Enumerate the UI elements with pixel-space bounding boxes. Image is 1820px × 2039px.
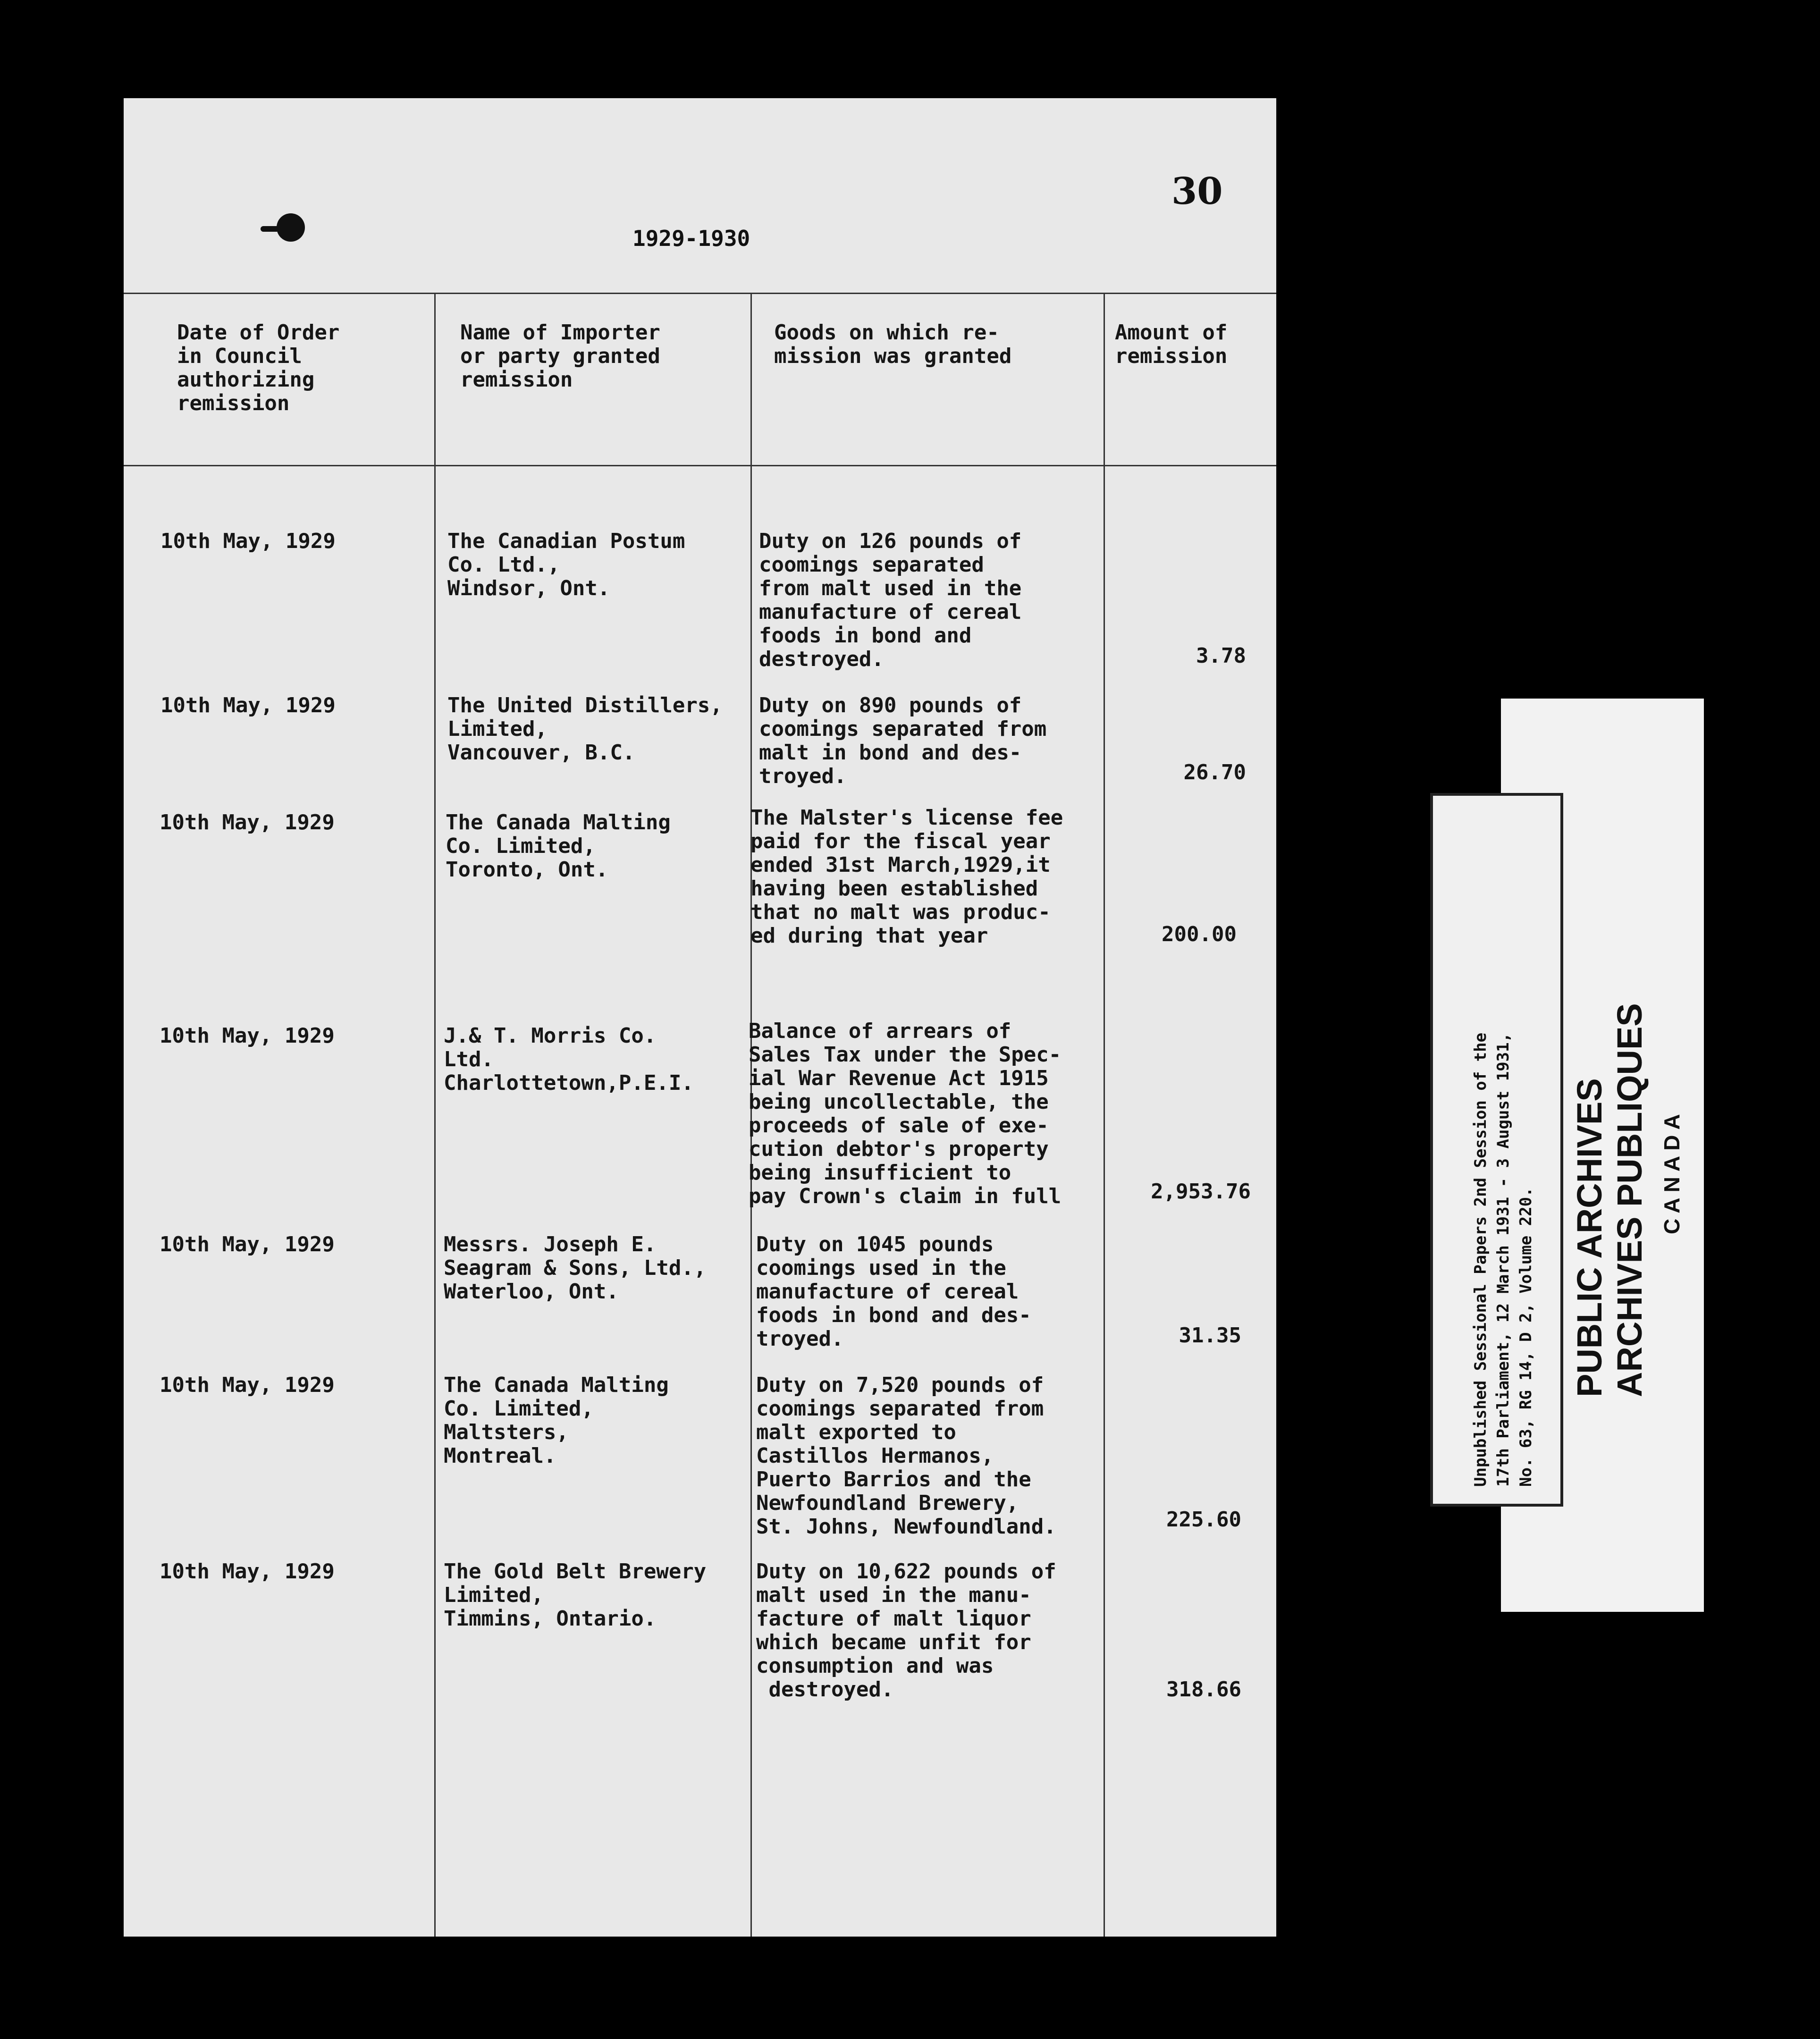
archive-label-line-2: 17th Parliament, 12 March 1931 - 3 August 1931,	[1494, 1032, 1513, 1487]
header-date: Date of Order in Council authorizing remission	[177, 320, 340, 415]
archive-stamp-public: PUBLIC ARCHIVES	[1570, 1078, 1609, 1397]
row-5-name: Messrs. Joseph E. Seagram & Sons, Ltd., Waterloo, Ont.	[444, 1232, 707, 1304]
row-3-name: The Canada Malting Co. Limited, Toronto, Ont.	[446, 810, 671, 882]
row-5-amount: 31.35	[1179, 1323, 1241, 1348]
column-divider-3	[1104, 293, 1105, 1937]
row-3-date: 10th May, 1929	[160, 810, 335, 834]
row-7-date: 10th May, 1929	[160, 1559, 335, 1584]
row-7-name: The Gold Belt Brewery Limited, Timmins, Ontario.	[444, 1559, 707, 1631]
row-4-date: 10th May, 1929	[160, 1024, 335, 1048]
punch-hole	[277, 213, 305, 242]
row-4-name: J.& T. Morris Co. Ltd. Charlottetown,P.E.I.	[444, 1024, 694, 1095]
row-3-goods: The Malster's license fee paid for the fiscal year ended 31st March,1929,it having been established that no malt was produc- ed during that year	[750, 806, 1063, 948]
row-7-amount: 318.66	[1166, 1677, 1241, 1702]
row-1-date: 10th May, 1929	[160, 529, 336, 553]
row-2-amount: 26.70	[1183, 760, 1246, 784]
row-5-date: 10th May, 1929	[160, 1232, 335, 1256]
row-4-amount: 2,953.76	[1151, 1180, 1251, 1204]
row-1-goods: Duty on 126 pounds of coomings separated from malt used in the manufacture of cereal foods in bond and destroyed.	[759, 529, 1022, 671]
row-6-name: The Canada Malting Co. Limited, Maltsters, Montreal.	[444, 1373, 669, 1468]
row-3-amount: 200.00	[1162, 922, 1237, 946]
row-7-goods: Duty on 10,622 pounds of malt used in the manu- facture of malt liquor which became unfit for consumption and was destroyed.	[756, 1559, 1056, 1702]
row-4-goods: Balance of arrears of Sales Tax under the Spec- ial War Revenue Act 1915 being uncollectable, the proceeds of sale of exe- cution debtor's property being insufficient to pay Crown's claim in full	[749, 1019, 1062, 1208]
row-1-name: The Canadian Postum Co. Ltd., Windsor, Ont.	[447, 529, 685, 600]
header-name: Name of Importer or party granted remission	[460, 320, 660, 392]
row-5-goods: Duty on 1045 pounds coomings used in the manufacture of cereal foods in bond and des- troyed.	[756, 1232, 1031, 1351]
row-2-name: The United Distillers, Limited, Vancouver, B.C.	[447, 693, 723, 765]
row-2-date: 10th May, 1929	[160, 693, 336, 717]
page-number: 30	[1171, 170, 1223, 213]
row-6-date: 10th May, 1929	[160, 1373, 335, 1397]
archive-label-line-1: Unpublished Sessional Papers 2nd Session of the	[1471, 1032, 1490, 1487]
archive-label-line-3: No. 63, RG 14, D 2, Volume 220.	[1517, 1187, 1535, 1487]
row-6-amount: 225.60	[1166, 1508, 1241, 1532]
column-divider-1	[434, 293, 436, 1937]
row-2-goods: Duty on 890 pounds of coomings separated from malt in bond and des- troyed.	[759, 693, 1047, 788]
archive-stamp-archives: ARCHIVES PUBLIQUES	[1610, 1003, 1649, 1397]
header-amount: Amount of remission	[1115, 320, 1228, 368]
row-1-amount: 3.78	[1196, 644, 1246, 668]
row-6-goods: Duty on 7,520 pounds of coomings separated from malt exported to Castillos Hermanos, Puerto Barrios and the Newfoundland Brewery, St. Johns, Newfoundland.	[756, 1373, 1056, 1539]
year-heading: 1929-1930	[632, 226, 750, 251]
header-goods: Goods on which re- mission was granted	[774, 320, 1012, 368]
archive-stamp-canada: C A N A D A	[1660, 1114, 1684, 1234]
